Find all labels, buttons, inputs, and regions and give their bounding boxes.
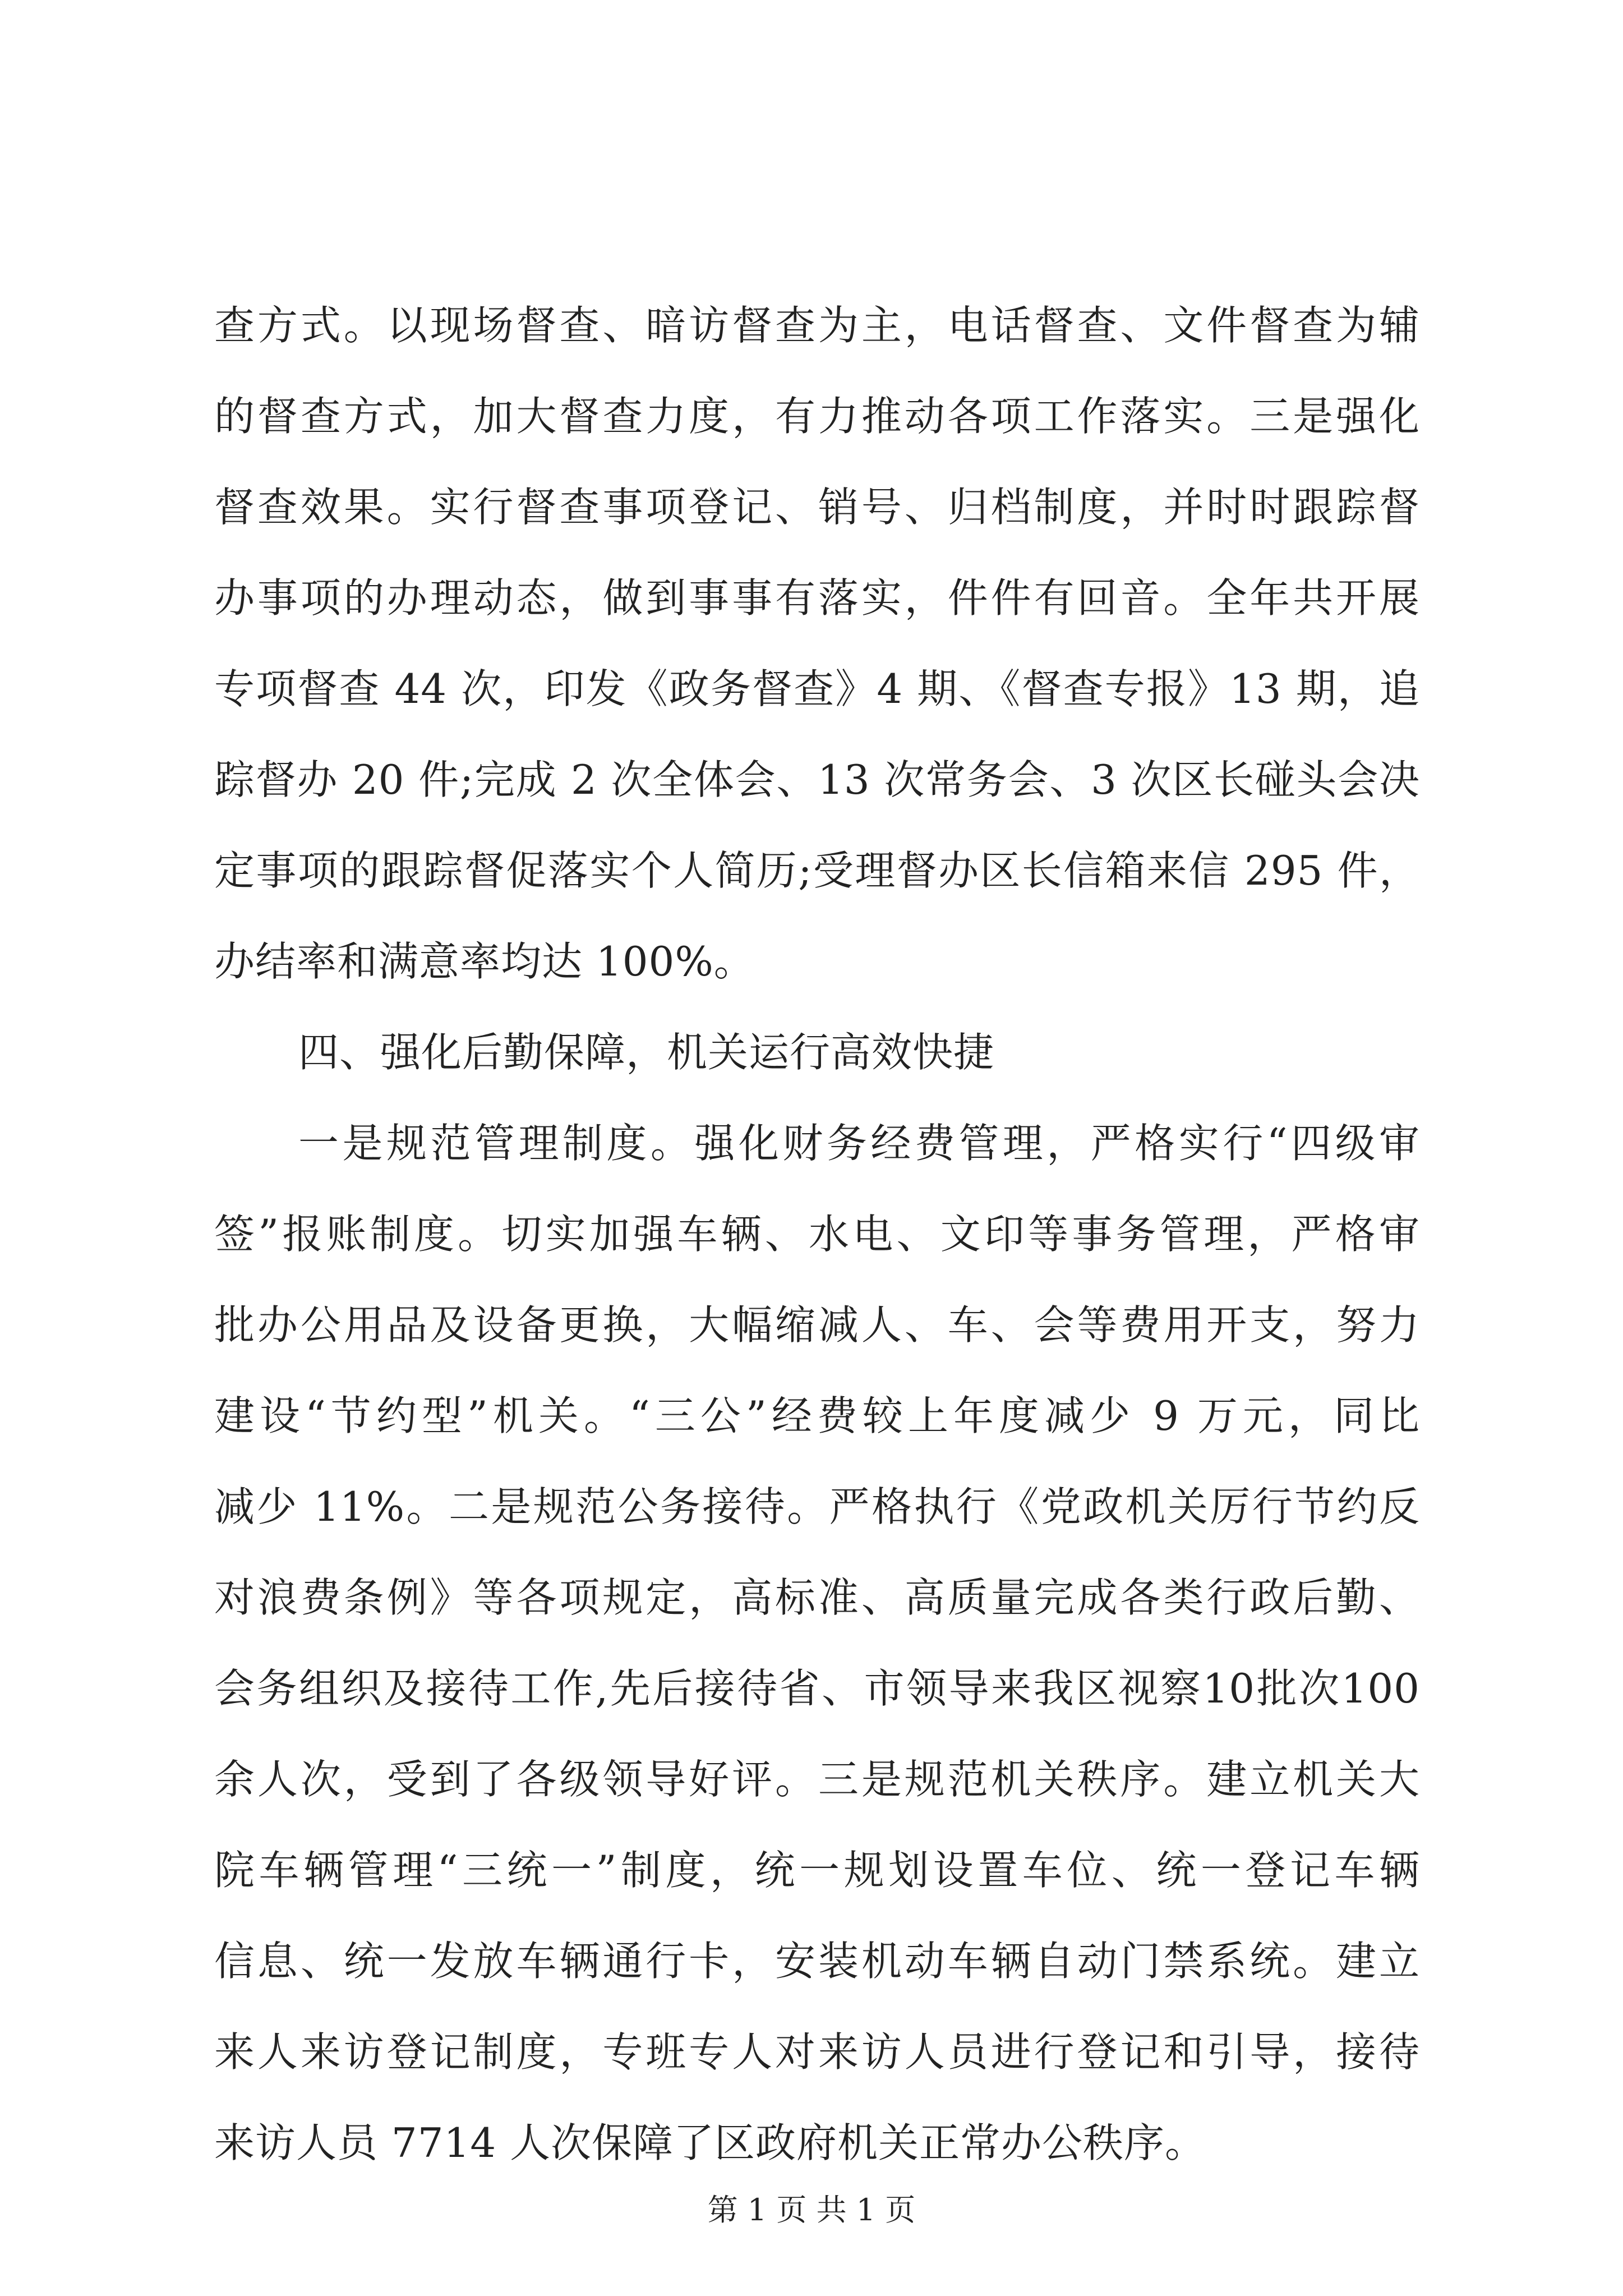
text-line: 建设“节约型”机关。“三公”经费较上年度减少 9 万元，同比 [214, 1392, 1420, 1439]
text-line: 来人来访登记制度，专班专人对来访人员进行登记和引导，接待 [214, 2028, 1420, 2076]
text-line: 减少 11%。二是规范公务接待。严格执行《党政机关厉行节约反 [214, 1483, 1420, 1530]
text-line: 信息、统一发放车辆通行卡，安装机动车辆自动门禁系统。建立 [214, 1938, 1420, 1985]
text-line: 定事项的跟踪督促落实个人简历;受理督办区长信箱来信 295 件， [214, 847, 1420, 894]
text-line: 签”报账制度。切实加强车辆、水电、文印等事务管理，严格审 [214, 1211, 1420, 1258]
text-line: 查方式。以现场督查、暗访督查为主，电话督查、文件督查为辅 [214, 302, 1420, 349]
text-line: 办事项的办理动态，做到事事有落实，件件有回音。全年共开展 [214, 574, 1420, 622]
text-line: 会务组织及接待工作,先后接待省、市领导来我区视察10批次100 [214, 1665, 1420, 1712]
text-line: 的督查方式，加大督查力度，有力推动各项工作落实。三是强化 [214, 393, 1420, 440]
text-line: 对浪费条例》等各项规定，高标准、高质量完成各类行政后勤、 [214, 1574, 1420, 1621]
text-line: 来访人员 7714 人次保障了区政府机关正常办公秩序。 [214, 2119, 1206, 2166]
text-line: 踪督办 20 件;完成 2 次全体会、13 次常务会、3 次区长碰头会决 [214, 756, 1420, 803]
text-line: 办结率和满意率均达 100%。 [214, 938, 755, 985]
text-line: 批办公用品及设备更换，大幅缩减人、车、会等费用开支，努力 [214, 1301, 1420, 1349]
page-footer: 第 1 页 共 1 页 [707, 2192, 916, 2228]
section-heading: 四、强化后勤保障，机关运行高效快捷 [298, 1029, 995, 1076]
text-line: 一是规范管理制度。强化财务经费管理，严格实行“四级审 [298, 1120, 1420, 1167]
text-line: 院车辆管理“三统一”制度，统一规划设置车位、统一登记车辆 [214, 1847, 1420, 1894]
text-line: 余人次，受到了各级领导好评。三是规范机关秩序。建立机关大 [214, 1756, 1420, 1803]
text-line: 专项督查 44 次，印发《政务督查》4 期、《督查专报》13 期，追 [214, 665, 1420, 712]
text-line: 督查效果。实行督查事项登记、销号、归档制度，并时时跟踪督 [214, 484, 1420, 531]
